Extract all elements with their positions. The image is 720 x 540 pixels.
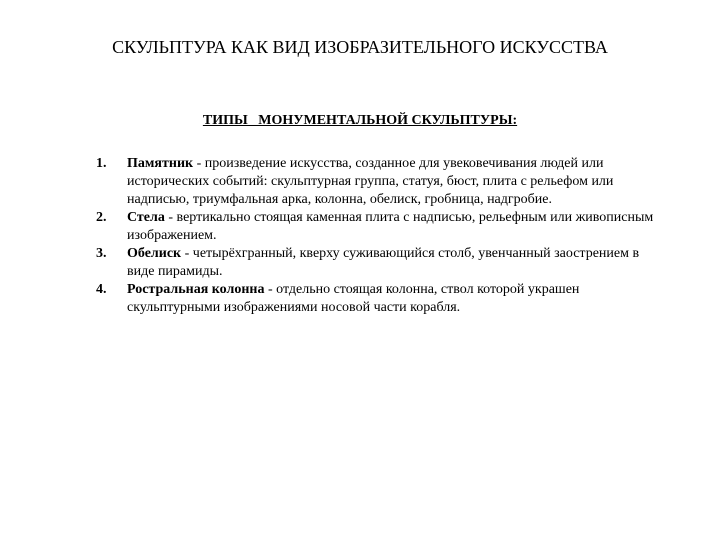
list-item-stele	[96, 209, 656, 245]
list-item-definition: - вертикально стоящая каменная плита с надписью, рельефным или живописным изображением.	[127, 210, 654, 243]
sculpture-types-list	[96, 155, 656, 317]
list-item-number: 4.	[96, 282, 107, 297]
list-item-text	[127, 245, 656, 281]
list-item-rostral-column	[96, 281, 656, 317]
list-item-text	[127, 281, 656, 317]
slide-subtitle: ТИПЫ МОНУМЕНТАЛЬНОЙ СКУЛЬПТУРЫ:	[202, 113, 518, 128]
list-item-text	[127, 155, 656, 209]
list-item-term: Ростральная колонна	[127, 282, 265, 297]
list-item-number: 1.	[96, 156, 107, 171]
list-item-term: Стела	[127, 210, 165, 225]
list-item-number: 2.	[96, 210, 107, 225]
list-item-definition: - произведение искусства, созданное для увековечивания людей или исторических событий: скульптурная группа, статуя, бюст, плита с рельефом или надписью, триумфальная арка, колонна, обелиск, гробница, надгробие.	[127, 156, 614, 207]
slide-title: СКУЛЬПТУРА КАК ВИД ИЗОБРАЗИТЕЛЬНОГО ИСКУССТВА	[112, 37, 608, 57]
list-item-term: Обелиск	[127, 246, 182, 261]
list-item-term: Памятник	[127, 156, 194, 171]
list-item-definition: - четырёхгранный, кверху суживающийся столб, увенчанный заострением в виде пирамиды.	[127, 246, 640, 279]
list-item-obelisk	[96, 245, 656, 281]
list-item-definition: - отдельно стоящая колонна, ствол которой украшен скульптурными изображениями носовой части корабля.	[127, 282, 580, 315]
list-item-text	[127, 209, 656, 245]
list-item-monument	[96, 155, 656, 209]
list-item-number: 3.	[96, 246, 107, 261]
